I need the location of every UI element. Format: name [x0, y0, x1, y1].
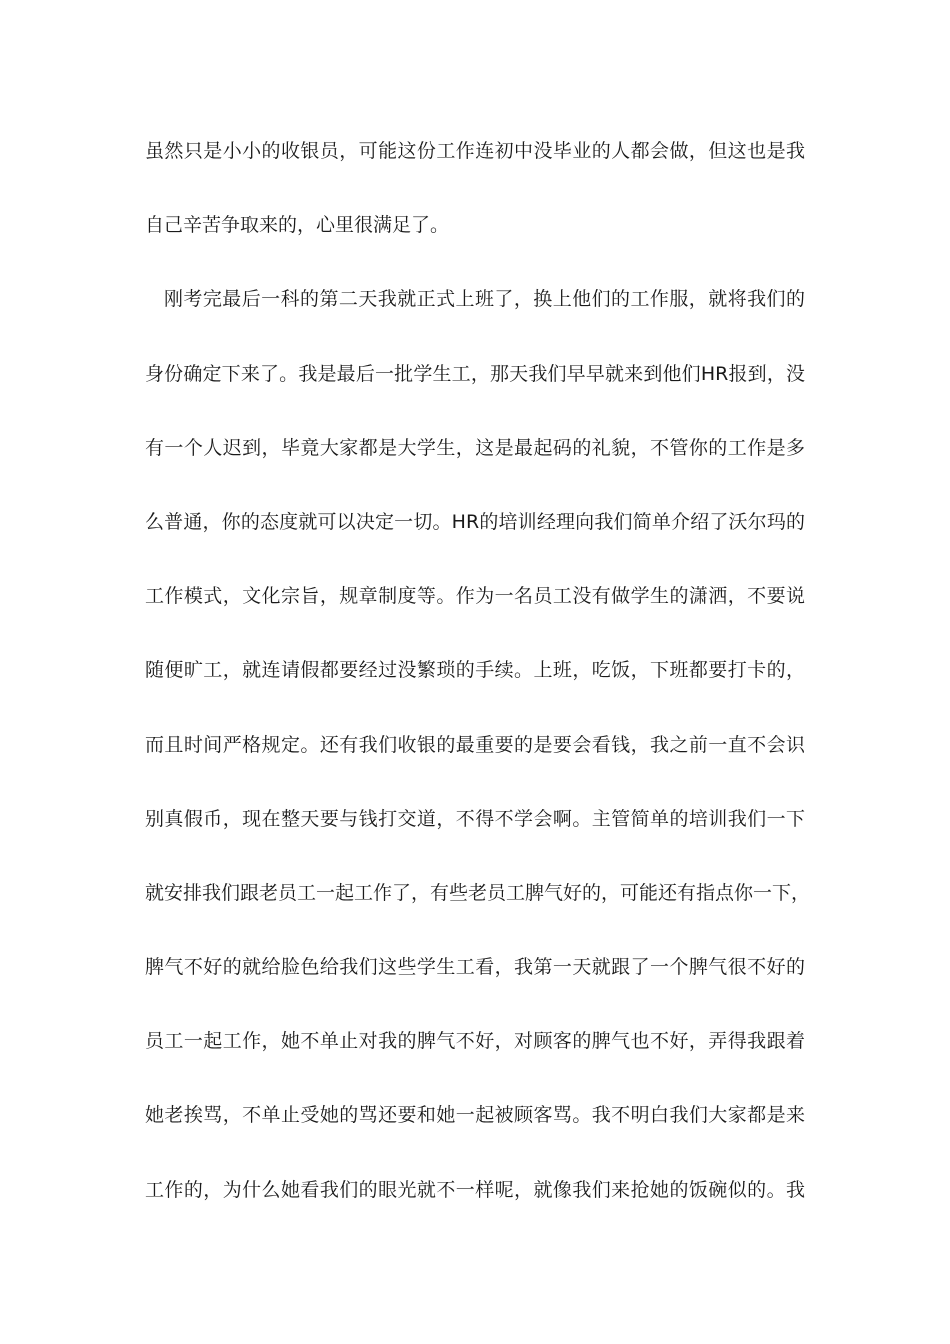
text-line-5: 有一个人迟到，毕竟大家都是大学生，这是最起码的礼貌，不管你的工作是多	[145, 436, 805, 459]
text-line-10: 别真假币，现在整天要与钱打交道，不得不学会啊。主管简单的培训我们一下	[145, 807, 805, 830]
text-line-4: 身份确定下来了。我是最后一批学生工，那天我们早早就来到他们HR报到，没	[145, 362, 805, 385]
text-line-6: 么普通，你的态度就可以决定一切。HR的培训经理向我们简单介绍了沃尔玛的	[145, 510, 805, 533]
text-line-11: 就安排我们跟老员工一起工作了，有些老员工脾气好的，可能还有指点你一下，	[145, 881, 811, 904]
text-line-7: 工作模式，文化宗旨，规章制度等。作为一名员工没有做学生的潇洒，不要说	[145, 585, 805, 608]
text-line-12: 脾气不好的就给脸色给我们这些学生工看，我第一天就跟了一个脾气很不好的	[145, 956, 805, 979]
text-line-13: 员工一起工作，她不单止对我的脾气不好，对顾客的脾气也不好，弄得我跟着	[145, 1030, 805, 1053]
text-line-9: 而且时间严格规定。还有我们收银的最重要的是要会看钱，我之前一直不会识	[145, 733, 805, 756]
text-line-15: 工作的，为什么她看我们的眼光就不一样呢，就像我们来抢她的饭碗似的。我	[145, 1178, 805, 1201]
text-line-14: 她老挨骂，不单止受她的骂还要和她一起被顾客骂。我不明白我们大家都是来	[145, 1104, 805, 1127]
text-line-1: 虽然只是小小的收银员，可能这份工作连初中没毕业的人都会做，但这也是我	[145, 140, 805, 162]
text-line-8: 随便旷工，就连请假都要经过没繁琐的手续。上班，吃饭，下班都要打卡的，	[145, 659, 805, 682]
text-line-2: 自己辛苦争取来的，心里很满足了。	[145, 214, 450, 237]
text-line-3: 刚考完最后一科的第二天我就正式上班了，换上他们的工作服，就将我们的	[164, 288, 805, 311]
body-text	[145, 131, 811, 1244]
